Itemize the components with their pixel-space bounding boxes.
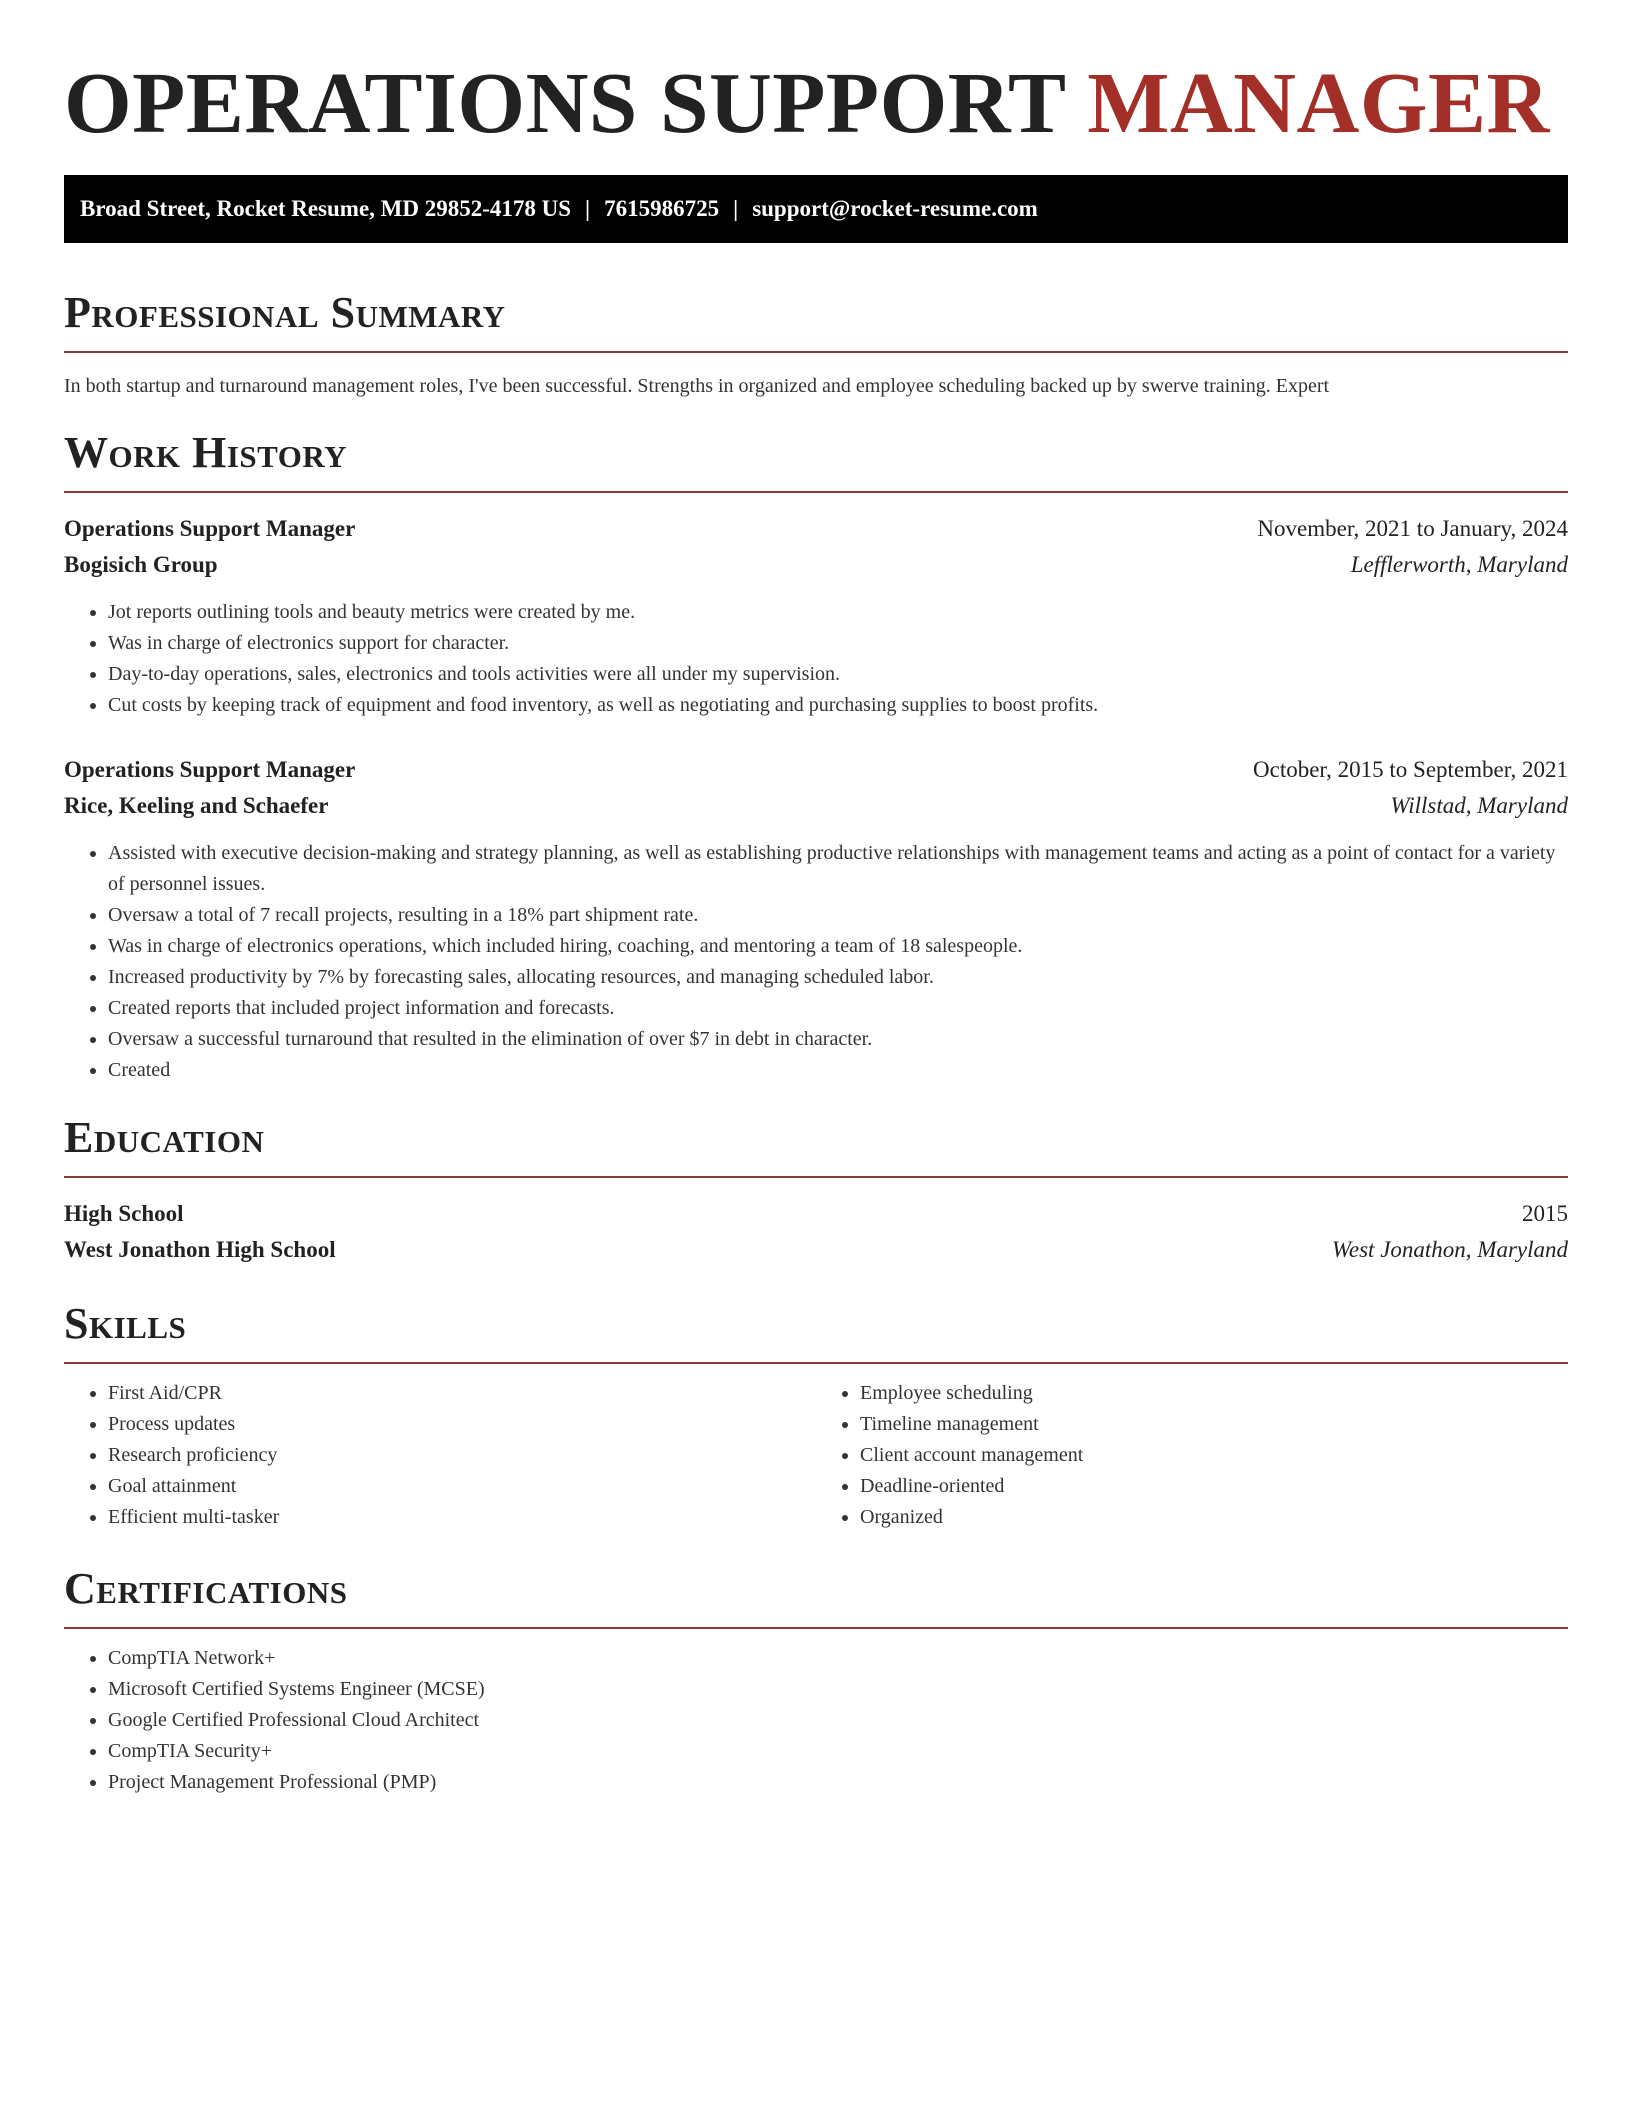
skill-item: • Client account management [860,1440,1568,1471]
section-divider [64,1627,1568,1629]
section-divider [64,1176,1568,1178]
job-bullet: • Cut costs by keeping track of equipment and food inventory, as well as negotiating and purchasing supplies to boost profits. [108,690,1568,721]
job-bullet: • Created reports that included project information and forecasts. [108,993,1568,1024]
skills-column-right [816,1378,1568,1533]
section-title-work: Work History [64,428,348,477]
job-company-row [64,547,1568,583]
education-entry [64,1196,1568,1268]
section-title-skills: Skills [64,1299,187,1348]
contact-email: support@rocket-resume.com [752,196,1038,221]
education-header-row [64,1196,1568,1232]
job-header-row [64,752,1568,788]
job-bullet: • Day-to-day operations, sales, electronics and tools activities were all under my supervision. [108,659,1568,690]
certification-list [64,1643,1568,1798]
contact-bar [64,175,1568,243]
job-title: Operations Support Manager [64,757,356,782]
job-dates: November, 2021 to January, 2024 [1257,516,1568,541]
job-dates: October, 2015 to September, 2021 [1253,757,1568,782]
job-bullet: • Was in charge of electronics support for character. [108,628,1568,659]
skills-grid [64,1378,1568,1533]
job-entry [64,511,1568,721]
education-school-row [64,1232,1568,1268]
skill-item: • First Aid/CPR [108,1378,816,1409]
education-degree: High School [64,1201,184,1226]
skill-item: • Timeline management [860,1409,1568,1440]
contact-separator: | [585,196,591,221]
work-history-section [64,425,1568,1086]
skill-item: • Employee scheduling [860,1378,1568,1409]
certification-item: • Project Management Professional (PMP) [108,1767,1568,1798]
skill-item: • Deadline-oriented [860,1471,1568,1502]
certifications-section [64,1561,1568,1798]
job-bullet: • Assisted with executive decision-making and strategy planning, as well as establishing productive relationships with management teams and acting as a point of contact for a variety of personnel issues. [108,838,1568,900]
certification-item: • CompTIA Network+ [108,1643,1568,1674]
skill-item: • Efficient multi-tasker [108,1502,816,1533]
education-section [64,1110,1568,1268]
job-bullets [64,597,1568,721]
skill-item: • Organized [860,1502,1568,1533]
skill-item: • Goal attainment [108,1471,816,1502]
summary-text: In both startup and turnaround management roles, I've been successful. Strengths in organized and employee scheduling backed up by swerve training. Expert [64,375,1330,397]
job-entry [64,752,1568,1086]
skill-item: • Process updates [108,1409,816,1440]
job-bullet: • Was in charge of electronics operations, which included hiring, coaching, and mentoring a team of 18 salespeople. [108,931,1568,962]
job-title: Operations Support Manager [64,516,356,541]
certification-item: • CompTIA Security+ [108,1736,1568,1767]
job-location: Willstad, Maryland [1390,793,1568,818]
title-main: OPERATIONS SUPPORT [64,54,1088,151]
job-company: Rice, Keeling and Schaefer [64,793,329,818]
section-title-summary: Professional Summary [64,288,506,337]
section-divider [64,1362,1568,1364]
candidate-title [64,48,1568,158]
job-bullet: • Increased productivity by 7% by forecasting sales, allocating resources, and managing scheduled labor. [108,962,1568,993]
job-bullet: • Oversaw a total of 7 recall projects, resulting in a 18% part shipment rate. [108,900,1568,931]
job-bullet: • Jot reports outlining tools and beauty metrics were created by me. [108,597,1568,628]
education-year: 2015 [1522,1201,1568,1226]
job-company: Bogisich Group [64,552,218,577]
section-divider [64,351,1568,353]
education-school: West Jonathon High School [64,1237,336,1262]
skill-item: • Research proficiency [108,1440,816,1471]
job-location: Lefflerworth, Maryland [1350,552,1568,577]
title-accent: MANAGER [1087,54,1550,151]
job-header-row [64,511,1568,547]
section-title-education: Education [64,1113,265,1162]
job-bullets [64,838,1568,1086]
job-company-row [64,788,1568,824]
contact-address: Broad Street, Rocket Resume, MD 29852-4178 US [80,196,572,221]
job-bullet: • Oversaw a successful turnaround that resulted in the elimination of over $7 in debt in character. [108,1024,1568,1055]
certification-item: • Microsoft Certified Systems Engineer (MCSE) [108,1674,1568,1705]
skills-column-left [64,1378,816,1533]
job-bullet: • Created [108,1055,1568,1086]
skills-section [64,1296,1568,1533]
contact-phone: 7615986725 [604,196,720,221]
professional-summary-section [64,285,1568,401]
contact-separator: | [733,196,739,221]
section-divider [64,491,1568,493]
education-location: West Jonathon, Maryland [1331,1237,1568,1262]
certification-item: • Google Certified Professional Cloud Architect [108,1705,1568,1736]
section-title-certifications: Certifications [64,1564,348,1613]
